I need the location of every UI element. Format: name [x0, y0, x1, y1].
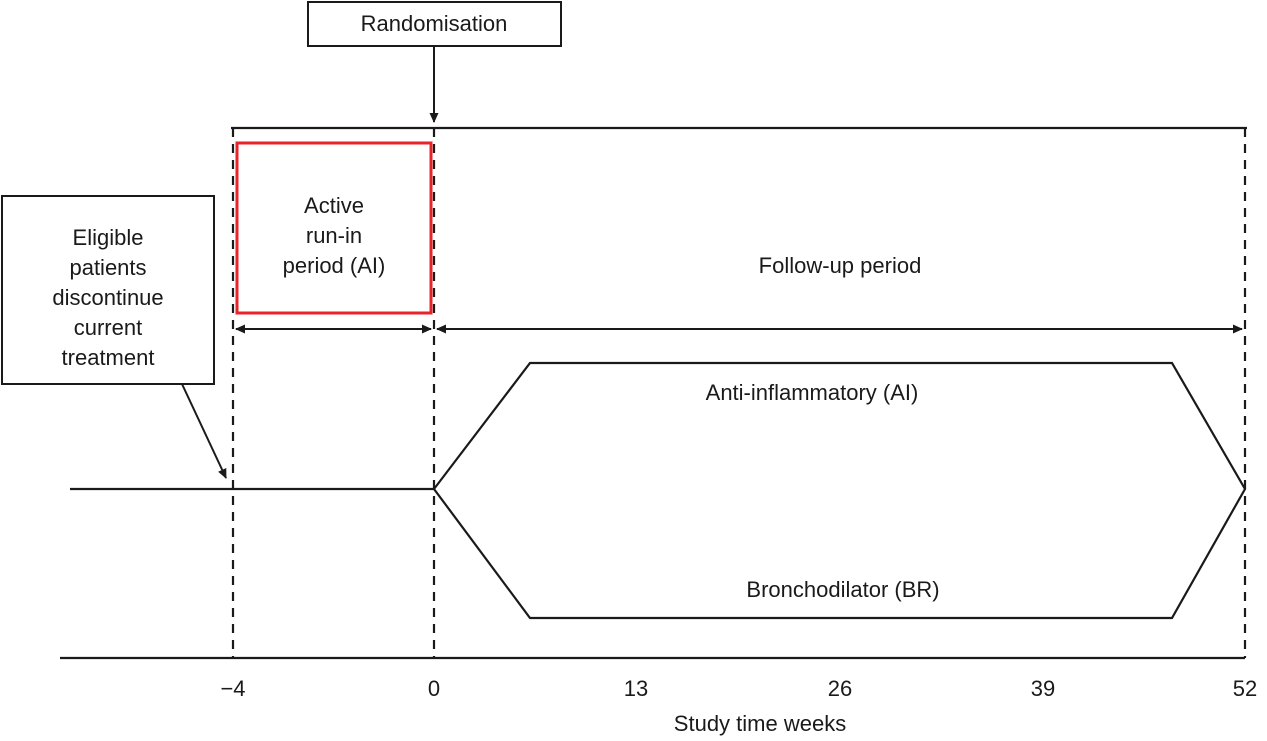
eligible-label-line-5: treatment — [61, 345, 155, 370]
axis-tick-13: 13 — [623, 676, 649, 701]
eligible-label-line-3: discontinue — [52, 285, 164, 310]
run-in-label-line-2: run-in — [305, 223, 363, 248]
eligible-label-line-2: patients — [69, 255, 147, 280]
axis-tick-52: 52 — [1232, 676, 1258, 701]
eligible-label-line-4: current — [73, 315, 143, 340]
follow-up-period-label: Follow-up period — [758, 253, 922, 278]
axis-tick-26: 26 — [827, 676, 853, 701]
run-in-label-line-3: period (AI) — [282, 253, 386, 278]
arm-label-anti-inflammatory: Anti-inflammatory (AI) — [705, 380, 919, 405]
randomisation-label: Randomisation — [360, 11, 508, 36]
run-in-label-line-1: Active — [304, 193, 364, 218]
eligible-label-line-1: Eligible — [72, 225, 144, 250]
axis-title: Study time weeks — [673, 711, 847, 736]
axis-tick-0: 0 — [427, 676, 441, 701]
eligible-patients-arrow — [182, 384, 226, 478]
axis-tick-39: 39 — [1030, 676, 1056, 701]
axis-tick-minus4: −4 — [220, 676, 246, 701]
arm-label-bronchodilator: Bronchodilator (BR) — [746, 577, 940, 602]
